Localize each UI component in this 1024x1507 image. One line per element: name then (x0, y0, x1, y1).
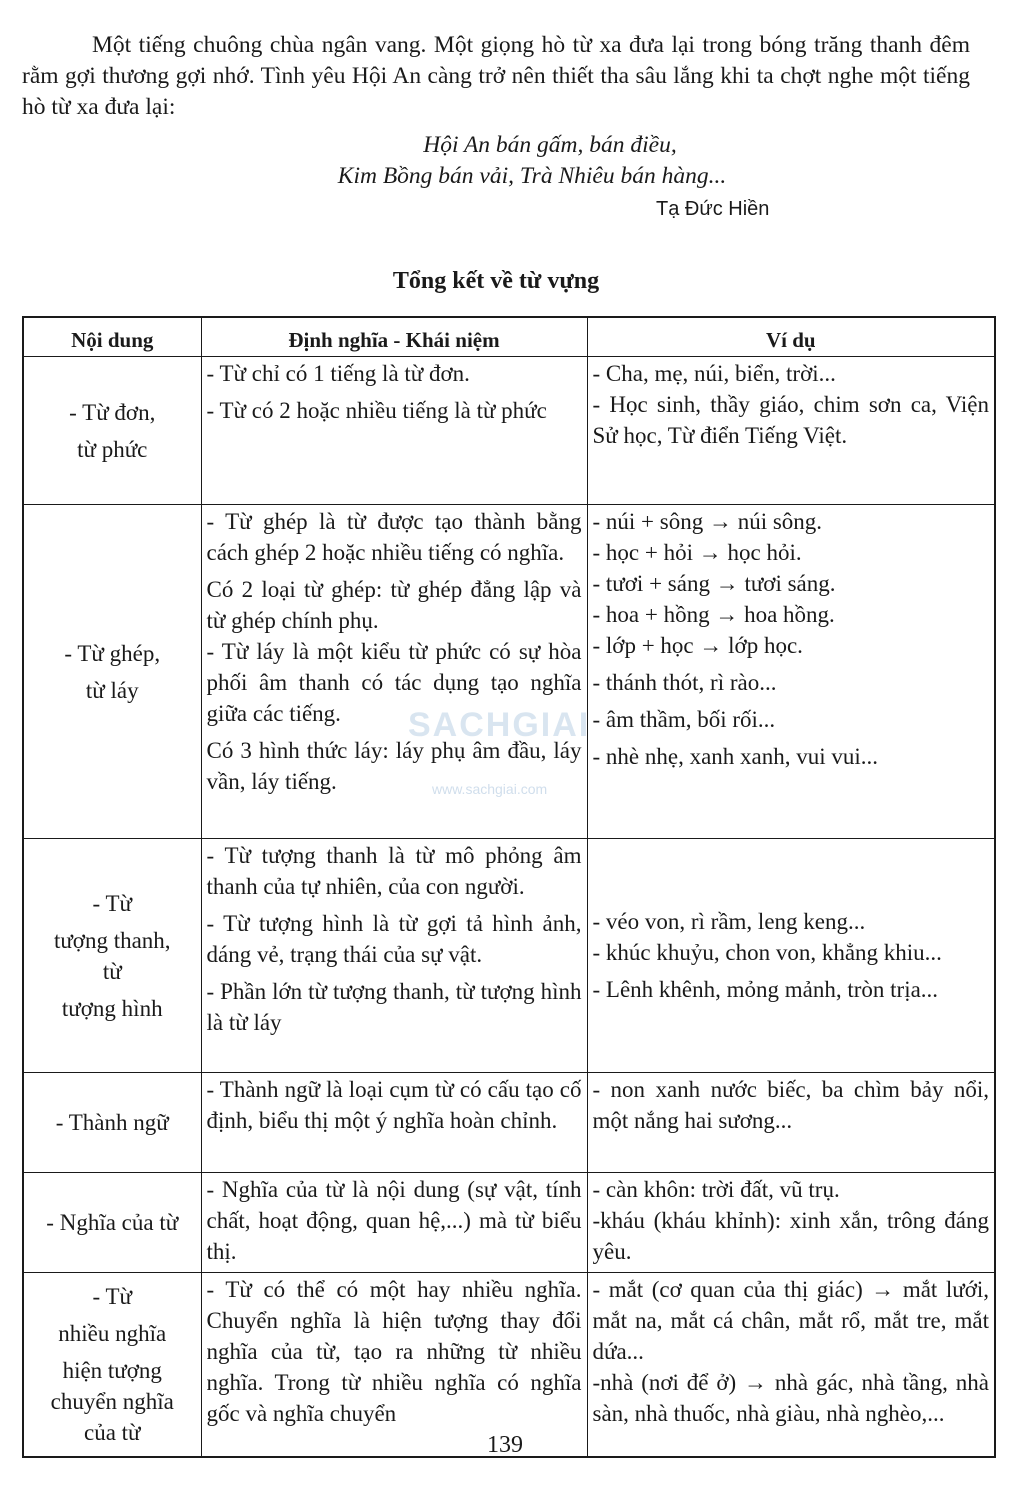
example-item: - lớp + học → lớp học. (592, 633, 803, 658)
example-item: - Cha, mẹ, núi, biển, trời... (592, 361, 836, 386)
topic-line: từ (102, 958, 122, 984)
table-row (23, 357, 995, 505)
definition-item: Có 3 hình thức láy: láy phụ âm đầu, láy vần, láy tiếng. (206, 738, 582, 794)
table-header-row (23, 317, 995, 357)
section-title: Tổng kết về từ vựng (392, 268, 600, 294)
header-definition: Định nghĩa - Khái niệm (201, 317, 587, 357)
topic-line: từ láy (85, 677, 139, 703)
topic-line: tượng thanh, (53, 927, 171, 953)
example-item: - non xanh nước biếc, ba chìm bảy nổi, một nắng hai sương... (592, 1077, 989, 1133)
definition-item: - Từ láy là một kiểu từ phức có sự hòa phối âm thanh có tác dụng tạo nghĩa giữa các tiếng. (206, 639, 582, 726)
author-name: Tạ Đức Hiền (656, 198, 770, 220)
example-item: - càn khôn: trời đất, vũ trụ. (592, 1177, 840, 1202)
topic-cell (23, 357, 201, 505)
intro-paragraph: Một tiếng chuông chùa ngân vang. Một giọng hò từ xa đưa lại trong bóng trăng thanh đêm rằm gợi thương gợi nhớ. Tình yêu Hội An càng trở nên thiết tha sâu lắng khi ta chợt nghe một tiếng hò từ xa đưa lại: (22, 32, 970, 120)
definition-cell (201, 357, 587, 505)
definition-item: - Thành ngữ là loại cụm từ có cấu tạo cố định, biểu thị một ý nghĩa hoàn chỉnh. (206, 1077, 582, 1133)
table-row (23, 505, 995, 839)
definition-item: - Từ ghép là từ được tạo thành bằng cách ghép 2 hoặc nhiều tiếng có nghĩa. (206, 509, 582, 565)
definition-item: - Từ có 2 hoặc nhiều tiếng là từ phức (206, 398, 547, 423)
topic-line: - Từ đơn, (69, 399, 156, 425)
example-item: - Học sinh, thầy giáo, chim sơn ca, Viện Sử học, Từ điển Tiếng Việt. (592, 392, 989, 448)
examples-cell (587, 1273, 995, 1457)
topic-line: từ phức (77, 436, 148, 462)
topic-line: - Thành ngữ (55, 1110, 169, 1135)
topic-line: - Từ ghép, (64, 640, 161, 666)
definition-item: - Nghĩa của từ là nội dung (sự vật, tính chất, hoạt động, quan hệ,...) mà từ biểu thị. (206, 1177, 582, 1264)
definition-cell (201, 505, 587, 839)
definition-cell (201, 1073, 587, 1173)
topic-cell (23, 1173, 201, 1273)
topic-cell (23, 839, 201, 1073)
topic-line: - Nghĩa của từ (46, 1210, 179, 1235)
topic-cell (23, 1073, 201, 1173)
table-row (23, 1273, 995, 1457)
header-topic: Nội dung (23, 317, 201, 357)
topic-line: tượng hình (61, 995, 163, 1021)
topic-line: chuyển nghĩa (50, 1388, 174, 1414)
definition-item: - Từ tượng hình là từ gợi tả hình ảnh, dáng vẻ, trạng thái của sự vật. (206, 911, 582, 967)
definition-item: - Từ tượng thanh là từ mô phỏng âm thanh của tự nhiên, của con người. (206, 843, 582, 899)
page-number: 139 (487, 1432, 523, 1458)
definition-cell (201, 1273, 587, 1457)
table-row (23, 839, 995, 1073)
intro-text (22, 30, 970, 123)
example-item: - âm thầm, bối rối... (592, 707, 776, 732)
example-item: - thánh thót, rì rào... (592, 670, 777, 695)
vocabulary-table (22, 316, 996, 1458)
example-item: - khúc khuỷu, chon von, khẳng khiu... (592, 940, 942, 965)
example-item: - tươi + sáng → tươi sáng. (592, 571, 836, 596)
examples-cell (587, 1073, 995, 1173)
definition-cell (201, 1173, 587, 1273)
example-item: - Lênh khênh, mỏng mảnh, tròn trịa... (592, 977, 939, 1002)
examples-cell (587, 505, 995, 839)
watermark-logo: SACHGIAI (408, 706, 591, 744)
example-item: - véo von, rì rầm, leng keng... (592, 909, 866, 934)
header-examples: Ví dụ (587, 317, 995, 357)
topic-line: của từ (83, 1419, 141, 1445)
table-row (23, 1173, 995, 1273)
example-item: - núi + sông → núi sông. (592, 509, 823, 534)
verse-line-1: Hội An bán gấm, bán điều, (423, 132, 677, 158)
definition-item: - Phần lớn từ tượng thanh, từ tượng hình là từ láy (206, 979, 582, 1035)
examples-cell (587, 357, 995, 505)
topic-cell (23, 505, 201, 839)
example-item: - mắt (cơ quan của thị giác) → mắt lưới, mắt na, mắt cá chân, mắt rổ, mắt tre, mắt dứa... (592, 1277, 989, 1364)
example-item: -nhà (nơi để ở) → nhà gác, nhà tầng, nhà sàn, nhà thuốc, nhà giàu, nhà nghèo,... (592, 1370, 989, 1426)
definition-item: - Từ có thể có một hay nhiều nghĩa. Chuyển nghĩa là hiện tượng thay đổi nghĩa của từ, tạo ra những từ nhiều nghĩa. Trong từ nhiều nghĩa có nghĩa gốc và nghĩa chuyển (206, 1277, 582, 1426)
example-item: - nhè nhẹ, xanh xanh, vui vui... (592, 744, 879, 769)
example-item: - hoa + hồng → hoa hồng. (592, 602, 835, 627)
example-item: - học + hỏi → học hỏi. (592, 540, 802, 565)
example-item: -kháu (kháu khỉnh): xinh xắn, trông đáng yêu. (592, 1208, 989, 1264)
examples-cell (587, 1173, 995, 1273)
watermark-url: www.sachgiai.com (432, 781, 548, 797)
topic-line: - Từ (92, 890, 132, 916)
topic-line: nhiều nghĩa (58, 1320, 167, 1346)
topic-cell (23, 1273, 201, 1457)
definition-item: Có 2 loại từ ghép: từ ghép đẳng lập và từ ghép chính phụ. (206, 577, 582, 633)
definition-item: - Từ chỉ có 1 tiếng là từ đơn. (206, 361, 470, 386)
table-row (23, 1073, 995, 1173)
definition-cell (201, 839, 587, 1073)
examples-cell (587, 839, 995, 1073)
topic-line: - Từ (92, 1283, 132, 1309)
verse-line-2: Kim Bồng bán vải, Trà Nhiêu bán hàng... (337, 163, 727, 189)
topic-line: hiện tượng (62, 1357, 162, 1383)
